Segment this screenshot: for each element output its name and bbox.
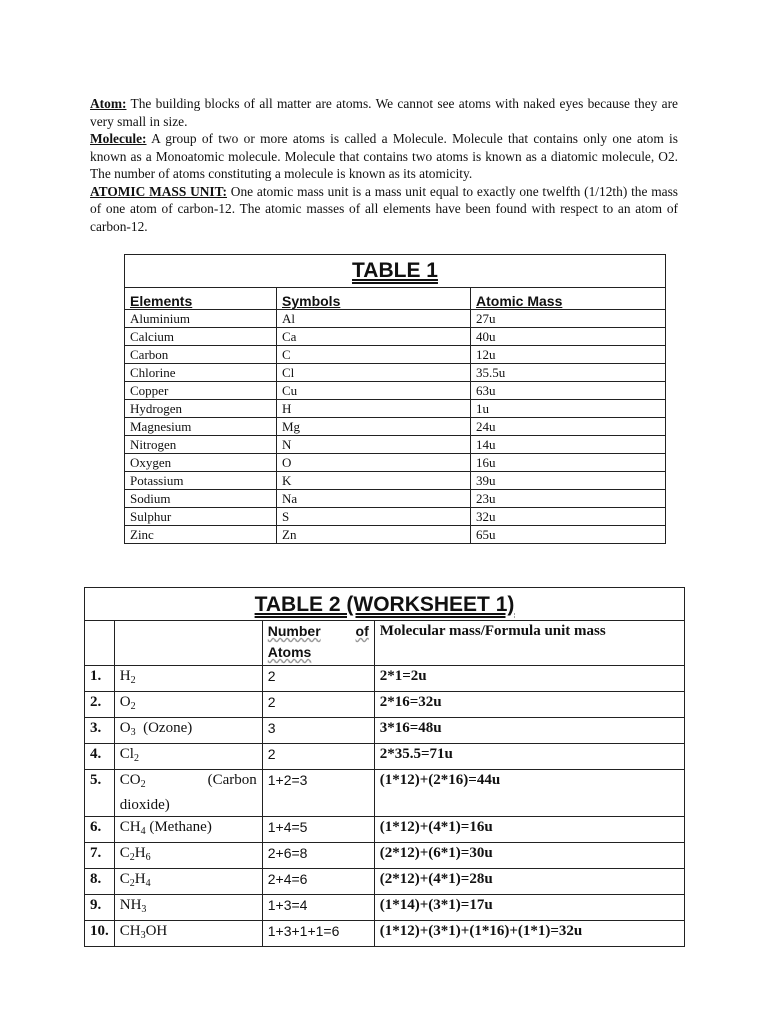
symbol-cell: N (277, 436, 471, 454)
table-row (85, 692, 685, 718)
table-row (125, 436, 666, 454)
formula-subscript: 3 (141, 904, 147, 915)
molecular-mass-cell: (2*12)+(4*1)=28u (374, 869, 684, 895)
column-header-elements: Elements (125, 288, 277, 310)
element-cell: Chlorine (125, 364, 277, 382)
formula-cell (114, 692, 262, 718)
molecular-mass-cell: (1*12)+(4*1)=16u (374, 817, 684, 843)
formula-text: C (119, 871, 130, 887)
molecular-mass-cell: 2*16=32u (374, 692, 684, 718)
symbol-cell: Al (277, 310, 471, 328)
molecular-mass-cell: (1*14)+(3*1)=17u (374, 895, 684, 921)
formula-text: NH (119, 897, 142, 913)
formula-subscript: 2 (129, 852, 135, 863)
formula-subscript: 2 (140, 779, 146, 790)
atom-count-cell: 2+6=8 (262, 843, 374, 869)
table-row (85, 666, 685, 692)
intro-text (90, 95, 678, 235)
atomic-mass-cell: 35.5u (471, 364, 666, 382)
symbol-cell: H (277, 400, 471, 418)
table-row (125, 454, 666, 472)
atom-count-cell: 1+4=5 (262, 817, 374, 843)
atomic-mass-cell: 24u (471, 418, 666, 436)
atom-term: Atom: (90, 96, 127, 111)
formula-subscript: 2 (133, 753, 139, 764)
atom-count-cell: 2 (262, 744, 374, 770)
element-cell: Zinc (125, 526, 277, 544)
formula-cell (114, 770, 262, 817)
amu-text: One atomic mass unit is a mass unit equal to exactly one twelfth (1/12th) the mass of one atom of carbon-12. The atomic masses of all elements have been found with respect to an atom of carbon-12. (90, 183, 678, 234)
formula-text: CH (119, 819, 141, 835)
formula-cell (114, 921, 262, 947)
formula-subscript: 4 (140, 826, 146, 837)
formula-cell (114, 843, 262, 869)
table-2-title: TABLE 2 (WORKSHEET 1) (85, 588, 685, 621)
atomic-mass-cell: 14u (471, 436, 666, 454)
molecular-mass-cell: (1*12)+(2*16)=44u (374, 770, 684, 817)
atom-count-cell: 1+2=3 (262, 770, 374, 817)
formula-cell (114, 666, 262, 692)
formula-cell (114, 869, 262, 895)
molecule-term: Molecule: (90, 131, 147, 146)
row-number-cell: 2. (85, 692, 115, 718)
table-row (125, 508, 666, 526)
molecular-mass-cell: (1*12)+(3*1)+(1*16)+(1*1)=32u (374, 921, 684, 947)
table-row (85, 770, 685, 817)
table-row (85, 869, 685, 895)
atomic-mass-cell: 40u (471, 328, 666, 346)
element-cell: Hydrogen (125, 400, 277, 418)
formula-text: O (119, 694, 131, 710)
row-number-cell: 8. (85, 869, 115, 895)
atomic-mass-cell: 16u (471, 454, 666, 472)
table-row (85, 817, 685, 843)
table-1-atomic-masses (124, 254, 666, 544)
formula-cell (114, 895, 262, 921)
formula-subscript: 6 (145, 852, 151, 863)
symbol-cell: C (277, 346, 471, 364)
column-header-number-of-atoms: Number of Atoms (262, 621, 374, 666)
element-cell: Oxygen (125, 454, 277, 472)
formula-text: CO (119, 772, 141, 788)
row-number-cell: 9. (85, 895, 115, 921)
atom-count-cell: 1+3=4 (262, 895, 374, 921)
symbol-cell: Zn (277, 526, 471, 544)
formula-subscript: 2 (129, 878, 135, 889)
element-cell: Potassium (125, 472, 277, 490)
formula-subscript: 2 (130, 701, 136, 712)
table-row (125, 328, 666, 346)
table-row (125, 310, 666, 328)
atom-count-cell: 1+3+1+1=6 (262, 921, 374, 947)
atomic-mass-cell: 39u (471, 472, 666, 490)
atom-text: The building blocks of all matter are atoms. We cannot see atoms with naked eyes because they are very small in size. (90, 96, 678, 129)
formula-text: (Ozone) (135, 720, 193, 736)
formula-text: (Carbon dioxide) (119, 772, 261, 813)
molecular-mass-cell: 3*16=48u (374, 718, 684, 744)
row-number-cell: 1. (85, 666, 115, 692)
table-1-title: TABLE 1 (125, 255, 666, 288)
molecule-text: A group of two or more atoms is called a Molecule. Molecule that contains only one atom is known as a Monoatomic molecule. Molecule that contains two atoms is known as a diatomic molecule, O2. The number of atoms constituting a molecule is known as its atomicity. (90, 131, 678, 181)
table-2-worksheet (84, 587, 685, 947)
atomic-mass-cell: 23u (471, 490, 666, 508)
atom-definition (90, 95, 678, 130)
element-cell: Calcium (125, 328, 277, 346)
molecular-mass-cell: 2*1=2u (374, 666, 684, 692)
column-header-symbols: Symbols (277, 288, 471, 310)
element-cell: Carbon (125, 346, 277, 364)
formula-cell (114, 718, 262, 744)
row-number-cell: 10. (85, 921, 115, 947)
formula-text: Cl (119, 746, 134, 762)
symbol-cell: Na (277, 490, 471, 508)
atomic-mass-cell: 32u (471, 508, 666, 526)
formula-text: C (119, 845, 130, 861)
element-cell: Sodium (125, 490, 277, 508)
atomic-mass-cell: 1u (471, 400, 666, 418)
symbol-cell: S (277, 508, 471, 526)
table-row (85, 843, 685, 869)
column-header-compound (114, 621, 262, 666)
atomic-mass-cell: 27u (471, 310, 666, 328)
symbol-cell: Cu (277, 382, 471, 400)
formula-subscript: 3 (140, 930, 146, 941)
table-row (125, 526, 666, 544)
table-row (125, 472, 666, 490)
table-row (125, 346, 666, 364)
table-row (125, 364, 666, 382)
atomic-mass-cell: 63u (471, 382, 666, 400)
element-cell: Magnesium (125, 418, 277, 436)
formula-subscript: 3 (130, 727, 136, 738)
atom-count-cell: 2 (262, 692, 374, 718)
table-row (85, 921, 685, 947)
formula-subscript: 4 (145, 878, 151, 889)
column-header-atomic-mass: Atomic Mass (471, 288, 666, 310)
symbol-cell: Mg (277, 418, 471, 436)
formula-cell (114, 817, 262, 843)
amu-definition (90, 183, 678, 236)
amu-term: ATOMIC MASS UNIT: (90, 183, 228, 199)
row-number-cell: 4. (85, 744, 115, 770)
table-row (125, 490, 666, 508)
formula-text: OH (145, 923, 168, 939)
row-number-cell: 6. (85, 817, 115, 843)
formula-text: O (119, 720, 131, 736)
molecule-definition (90, 130, 678, 183)
element-cell: Copper (125, 382, 277, 400)
molecular-mass-cell: 2*35.5=71u (374, 744, 684, 770)
table-row (125, 382, 666, 400)
formula-text: CH (119, 923, 141, 939)
element-cell: Aluminium (125, 310, 277, 328)
table-row (125, 418, 666, 436)
atom-count-cell: 2+4=6 (262, 869, 374, 895)
table-row (85, 718, 685, 744)
table-row (125, 400, 666, 418)
atom-count-cell: 2 (262, 666, 374, 692)
atom-count-cell: 3 (262, 718, 374, 744)
molecular-mass-cell: (2*12)+(6*1)=30u (374, 843, 684, 869)
formula-text: H (134, 871, 146, 887)
table-row (85, 895, 685, 921)
formula-text: H (134, 845, 146, 861)
row-number-cell: 3. (85, 718, 115, 744)
element-cell: Nitrogen (125, 436, 277, 454)
row-number-cell: 7. (85, 843, 115, 869)
row-number-cell: 5. (85, 770, 115, 817)
formula-cell (114, 744, 262, 770)
formula-text: H (119, 668, 131, 684)
formula-subscript: 2 (130, 675, 136, 686)
table-row (85, 744, 685, 770)
symbol-cell: K (277, 472, 471, 490)
atomic-mass-cell: 12u (471, 346, 666, 364)
element-cell: Sulphur (125, 508, 277, 526)
symbol-cell: O (277, 454, 471, 472)
symbol-cell: Ca (277, 328, 471, 346)
column-header-number (85, 621, 115, 666)
symbol-cell: Cl (277, 364, 471, 382)
column-header-molecular-mass: Molecular mass/Formula unit mass (374, 621, 684, 666)
atomic-mass-cell: 65u (471, 526, 666, 544)
formula-text: (Methane) (145, 819, 212, 835)
